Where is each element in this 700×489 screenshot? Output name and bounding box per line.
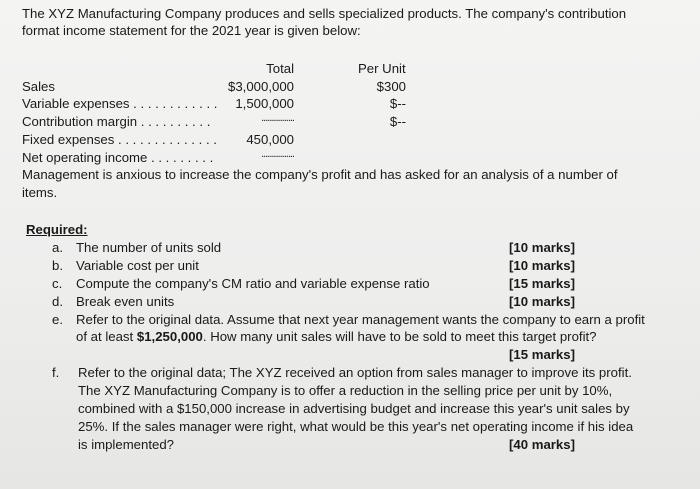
statement-row-per-unit: $-- — [389, 96, 406, 111]
item-f-line: 25%. If the sales manager were right, what would be this year's net operating income if his idea — [78, 419, 634, 434]
statement-row-per-unit: $300 — [376, 79, 406, 94]
item-marks: [40 marks] — [509, 437, 575, 452]
item-letter: e. — [52, 312, 63, 327]
item-letter: a. — [52, 240, 63, 255]
statement-row-label: Net operating income . . . . . . . . . — [22, 150, 214, 165]
statement-row-label: Fixed expenses . . . . . . . . . . . . . . — [22, 132, 217, 147]
item-letter: b. — [52, 258, 63, 273]
statement-row-label: Sales — [22, 79, 55, 94]
item-marks: [15 marks] — [509, 347, 575, 362]
item-marks: [15 marks] — [509, 276, 575, 291]
item-f-line: is implemented? — [78, 437, 175, 452]
item-marks: [10 marks] — [509, 294, 575, 309]
statement-row-total: $3,000,000 — [227, 79, 294, 94]
note-line-2: items. — [22, 185, 58, 200]
item-text: Compute the company's CM ratio and variable expense ratio — [76, 276, 430, 291]
item-e-line-1: Refer to the original data. Assume that next year management wants the company to earn a profit — [76, 312, 645, 327]
item-f-line: combined with a $150,000 increase in advertising budget and increase this year's unit sales by — [78, 401, 630, 416]
item-f-line: Refer to the original data; The XYZ received an option from sales manager to improve its profit. — [78, 365, 632, 380]
item-marks: [10 marks] — [509, 258, 575, 273]
column-header-per-unit: Per Unit — [358, 61, 406, 76]
item-marks: [10 marks] — [509, 240, 575, 255]
item-letter: d. — [52, 294, 63, 309]
column-header-total: Total — [266, 61, 294, 76]
statement-row-label: Contribution margin . . . . . . . . . . — [22, 114, 211, 129]
item-text: Break even units — [76, 294, 175, 309]
note-line-1: Management is anxious to increase the company's profit and has asked for an analysis of a number of — [22, 167, 618, 182]
item-letter: f. — [52, 365, 60, 380]
statement-row-per-unit: $-- — [389, 114, 406, 129]
intro-line-1: The XYZ Manufacturing Company produces and sells specialized products. The company's contribution — [22, 6, 627, 21]
required-heading: Required: — [26, 222, 88, 237]
item-e-line-2: of at least $1,250,000. How many unit sales will have to be sold to meet this target profit? — [76, 329, 597, 344]
statement-row-label: Variable expenses . . . . . . . . . . . . — [22, 96, 218, 111]
statement-row-total: ................ — [261, 148, 294, 160]
item-text: Variable cost per unit — [76, 258, 199, 273]
intro-line-2: format income statement for the 2021 year is given below: — [22, 23, 361, 38]
statement-row-total: 450,000 — [246, 132, 294, 147]
statement-row-total: 1,500,000 — [235, 96, 294, 111]
item-letter: c. — [52, 276, 63, 291]
item-text: The number of units sold — [76, 240, 222, 255]
item-f-line: The XYZ Manufacturing Company is to offer a reduction in the selling price per unit by 10%, — [78, 383, 613, 398]
statement-row-total: ................ — [261, 112, 294, 124]
